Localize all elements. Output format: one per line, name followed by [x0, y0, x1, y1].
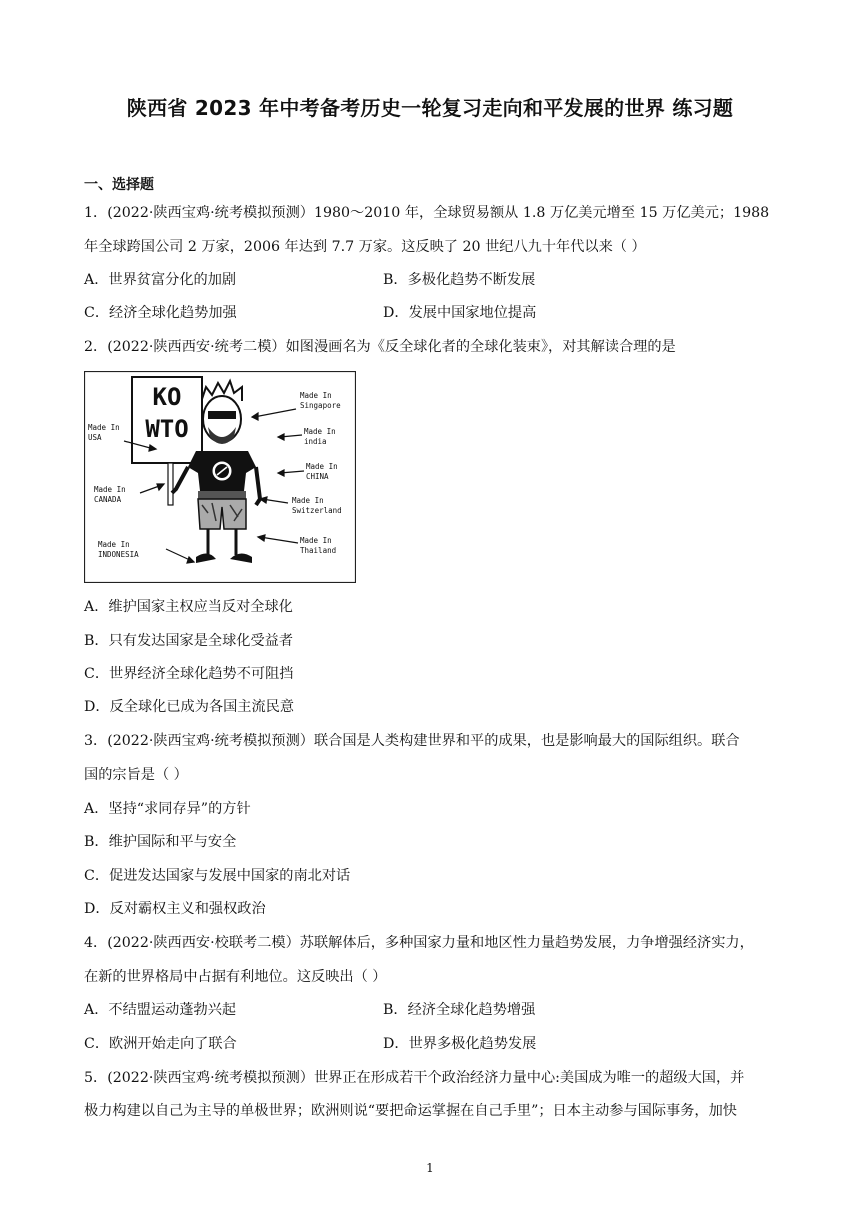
question-2-option-c: C．世界经济全球化趋势不可阻挡	[84, 666, 294, 682]
label-made-in-indonesia-1: Made In	[98, 540, 130, 549]
label-made-in-thailand-1: Made In	[300, 536, 332, 545]
label-made-in-switzerland-2: Switzerland	[292, 506, 342, 515]
question-3-line-2: 国的宗旨是（ ）	[84, 767, 188, 783]
document-title: 陕西省 2023 年中考备考历史一轮复习走向和平发展的世界 练习题	[126, 96, 734, 120]
question-2-option-a: A．维护国家主权应当反对全球化	[84, 599, 293, 615]
question-2-line-1: 2．(2022·陕西西安·统考二模）如图漫画名为《反全球化者的全球化装束》，对其解读合理的是	[84, 339, 676, 355]
question-3-line-1: 3．(2022·陕西宝鸡·统考模拟预测）联合国是人类构建世界和平的成果，也是影响最大的国际组织。联合	[84, 733, 740, 749]
section-heading: 一、选择题	[84, 177, 154, 193]
label-made-in-usa-2: USA	[88, 433, 102, 442]
page-number: 1	[426, 1161, 434, 1175]
question-3-option-d: D．反对霸权主义和强权政治	[84, 901, 266, 917]
question-1-option-c: C．经济全球化趋势加强	[84, 305, 237, 321]
question-1-option-a: A．世界贫富分化的加剧	[84, 272, 237, 288]
question-4-option-b: B．经济全球化趋势增强	[383, 1002, 536, 1018]
question-1-option-b: B．多极化趋势不断发展	[383, 272, 536, 288]
label-made-in-canada-2: CANADA	[94, 495, 122, 504]
label-made-in-singapore-2: Singapore	[300, 401, 341, 410]
question-2-option-b: B．只有发达国家是全球化受益者	[84, 633, 294, 649]
question-1-line-1: 1．(2022·陕西宝鸡·统考模拟预测）1980～2010 年，全球贸易额从 1.8 万亿美元增至 15 万亿美元；1988	[84, 205, 770, 221]
sign-text-wto: WTO	[145, 415, 189, 443]
label-made-in-usa-1: Made In	[88, 423, 120, 432]
question-2-option-d: D．反全球化已成为各国主流民意	[84, 699, 295, 715]
question-5-line-2: 极力构建以自己为主导的单极世界；欧洲则说“要把命运掌握在自己手里”；日本主动参与国际事务，加快	[84, 1103, 737, 1119]
label-made-in-china-1: Made In	[306, 462, 338, 471]
question-5-line-1: 5．(2022·陕西宝鸡·统考模拟预测）世界正在形成若干个政治经济力量中心:美国成为唯一的超级大国，并	[84, 1070, 745, 1086]
question-4-line-2: 在新的世界格局中占据有利地位。这反映出（ ）	[84, 969, 387, 985]
label-made-in-singapore-1: Made In	[300, 391, 332, 400]
question-4-option-d: D．世界多极化趋势发展	[383, 1036, 537, 1052]
label-made-in-india-1: Made In	[304, 427, 336, 436]
label-made-in-canada-1: Made In	[94, 485, 126, 494]
label-made-in-china-2: CHINA	[306, 472, 329, 481]
question-4-line-1: 4．(2022·陕西西安·校联考二模）苏联解体后，多种国家力量和地区性力量趋势发展，力争增强经济实力，	[84, 935, 754, 951]
label-made-in-india-2: india	[304, 437, 327, 446]
question-4-option-c: C．欧洲开始走向了联合	[84, 1036, 237, 1052]
question-1-line-2: 年全球跨国公司 2 万家，2006 年达到 7.7 万家。这反映了 20 世纪八九十年代以来（ ）	[84, 239, 646, 255]
question-3-option-b: B．维护国际和平与安全	[84, 834, 237, 850]
question-4-option-a: A．不结盟运动蓬勃兴起	[84, 1002, 237, 1018]
label-made-in-switzerland-1: Made In	[292, 496, 324, 505]
sign-pole	[168, 463, 173, 505]
sign-text-ko: KO	[152, 383, 182, 411]
question-3-option-a: A．坚持“求同存异”的方针	[84, 801, 251, 817]
label-made-in-thailand-2: Thailand	[300, 546, 337, 555]
question-1-option-d: D．发展中国家地位提高	[383, 305, 537, 321]
question-3-option-c: C．促进发达国家与发展中国家的南北对话	[84, 868, 351, 884]
cartoon-image	[84, 371, 356, 583]
label-made-in-indonesia-2: INDONESIA	[98, 550, 139, 559]
